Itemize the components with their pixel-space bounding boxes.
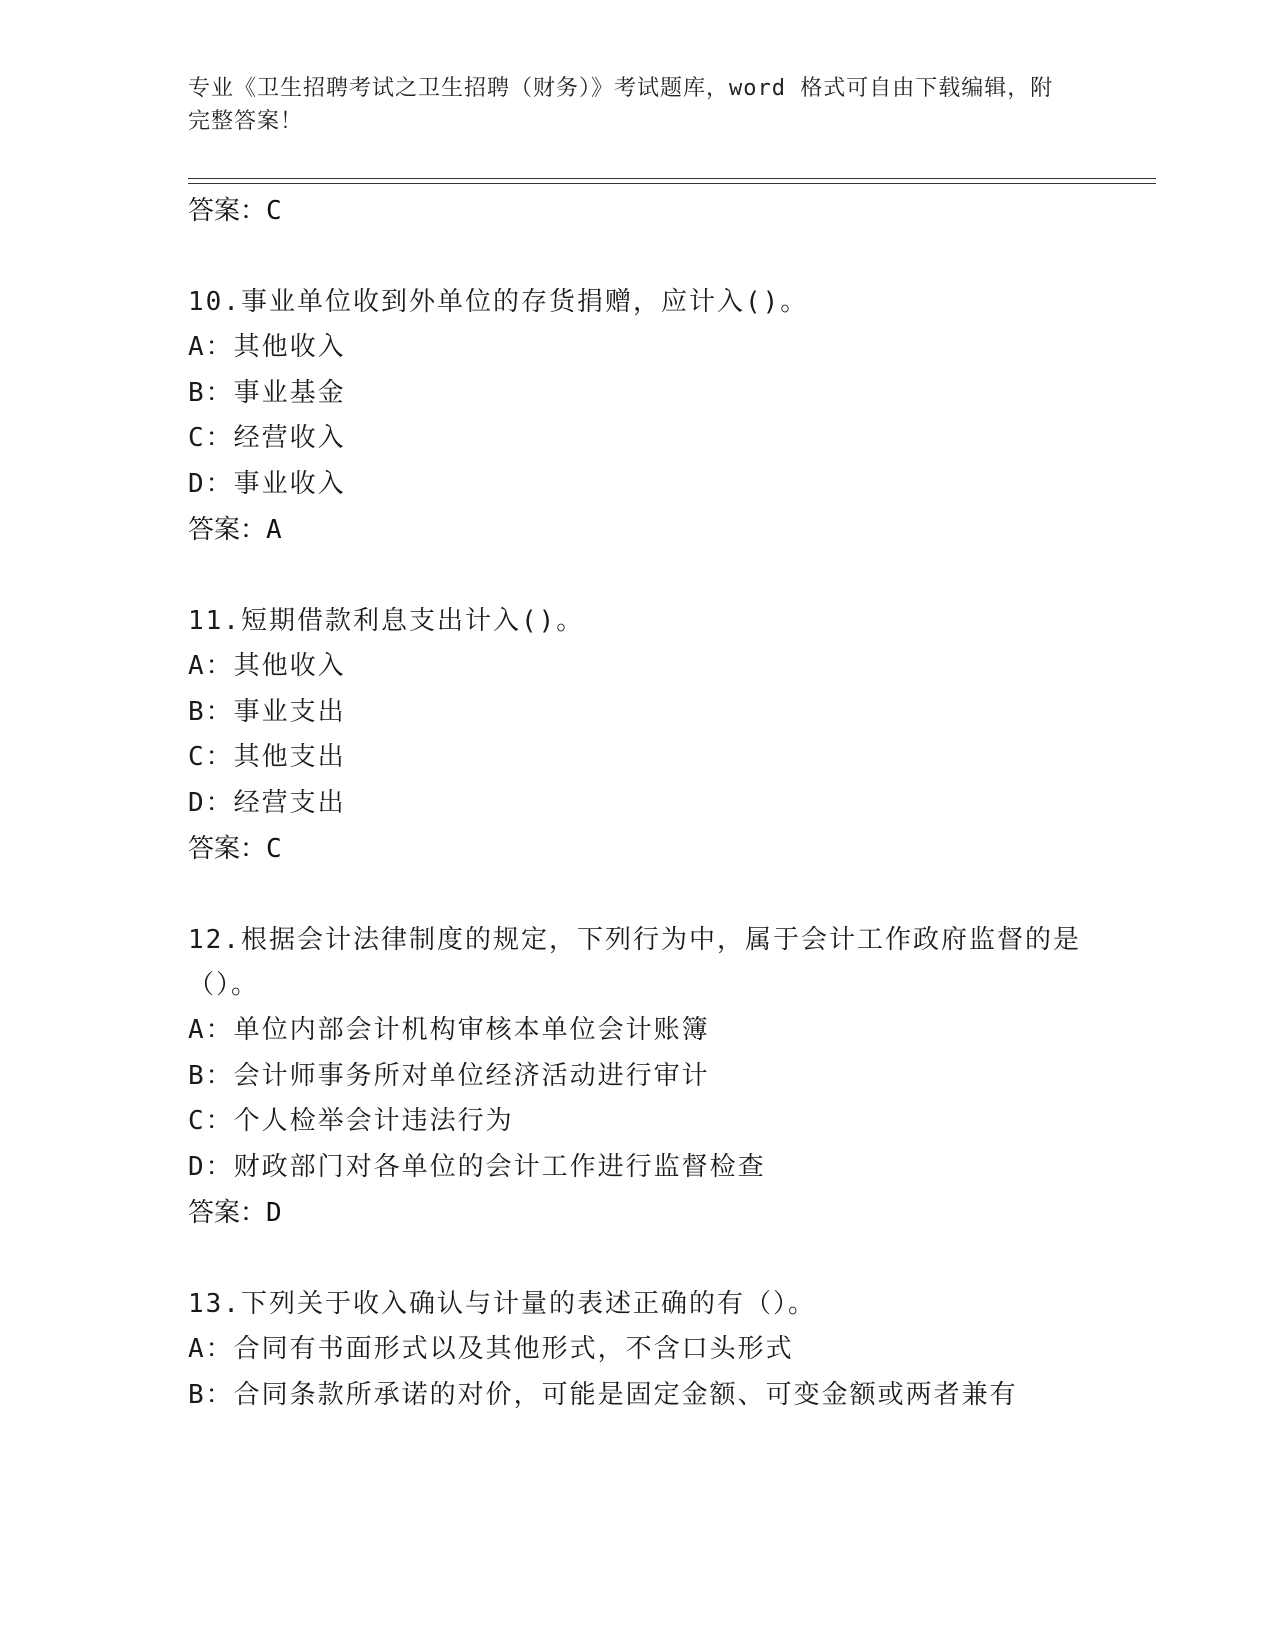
question-title: 12.根据会计法律制度的规定，下列行为中，属于会计工作政府监督的是（）。 xyxy=(188,925,1081,1000)
question-10 xyxy=(188,280,1088,553)
answer-line: 答案：A xyxy=(188,515,282,545)
question-title: 13.下列关于收入确认与计量的表述正确的有（）。 xyxy=(188,1289,816,1319)
question-title: 11.短期借款利息支出计入()。 xyxy=(188,606,585,636)
option-b: B：事业支出 xyxy=(188,696,346,727)
spacer xyxy=(188,234,1088,280)
option-a: A：合同有书面形式以及其他形式，不含口头形式 xyxy=(188,1334,794,1364)
spacer xyxy=(188,553,1088,599)
option-b: B：事业基金 xyxy=(188,377,346,408)
question-title: 10.事业单位收到外单位的存货捐赠，应计入()。 xyxy=(188,287,809,317)
option-c: C：经营收入 xyxy=(188,423,346,453)
option-a: A：单位内部会计机构审核本单位会计账簿 xyxy=(188,1015,710,1045)
question-11 xyxy=(188,599,1088,872)
header-divider-bottom xyxy=(188,183,1156,184)
option-c: C：其他支出 xyxy=(188,742,346,772)
option-b: B：合同条款所承诺的对价，可能是固定金额、可变金额或两者兼有 xyxy=(188,1379,1018,1410)
header-divider-top xyxy=(188,178,1156,179)
option-b: B：会计师事务所对单位经济活动进行审计 xyxy=(188,1060,710,1091)
option-a: A：其他收入 xyxy=(188,332,346,362)
option-d: D：事业收入 xyxy=(188,468,346,499)
document-header: 专业《卫生招聘考试之卫生招聘（财务）》考试题库，word 格式可自由下载编辑，附完整答案！ xyxy=(188,76,1054,134)
question-list xyxy=(188,188,1088,1418)
question-12 xyxy=(188,918,1088,1236)
answer-line: 答案：C xyxy=(188,834,282,864)
option-a: A：其他收入 xyxy=(188,651,346,681)
option-c: C：个人检举会计违法行为 xyxy=(188,1106,514,1136)
spacer xyxy=(188,1236,1088,1282)
answer-line: 答案：C xyxy=(188,196,282,226)
spacer xyxy=(188,872,1088,918)
option-d: D：经营支出 xyxy=(188,787,346,818)
option-d: D：财政部门对各单位的会计工作进行监督检查 xyxy=(188,1151,766,1182)
answer-line: 答案：D xyxy=(188,1198,282,1228)
question-13 xyxy=(188,1282,1088,1418)
